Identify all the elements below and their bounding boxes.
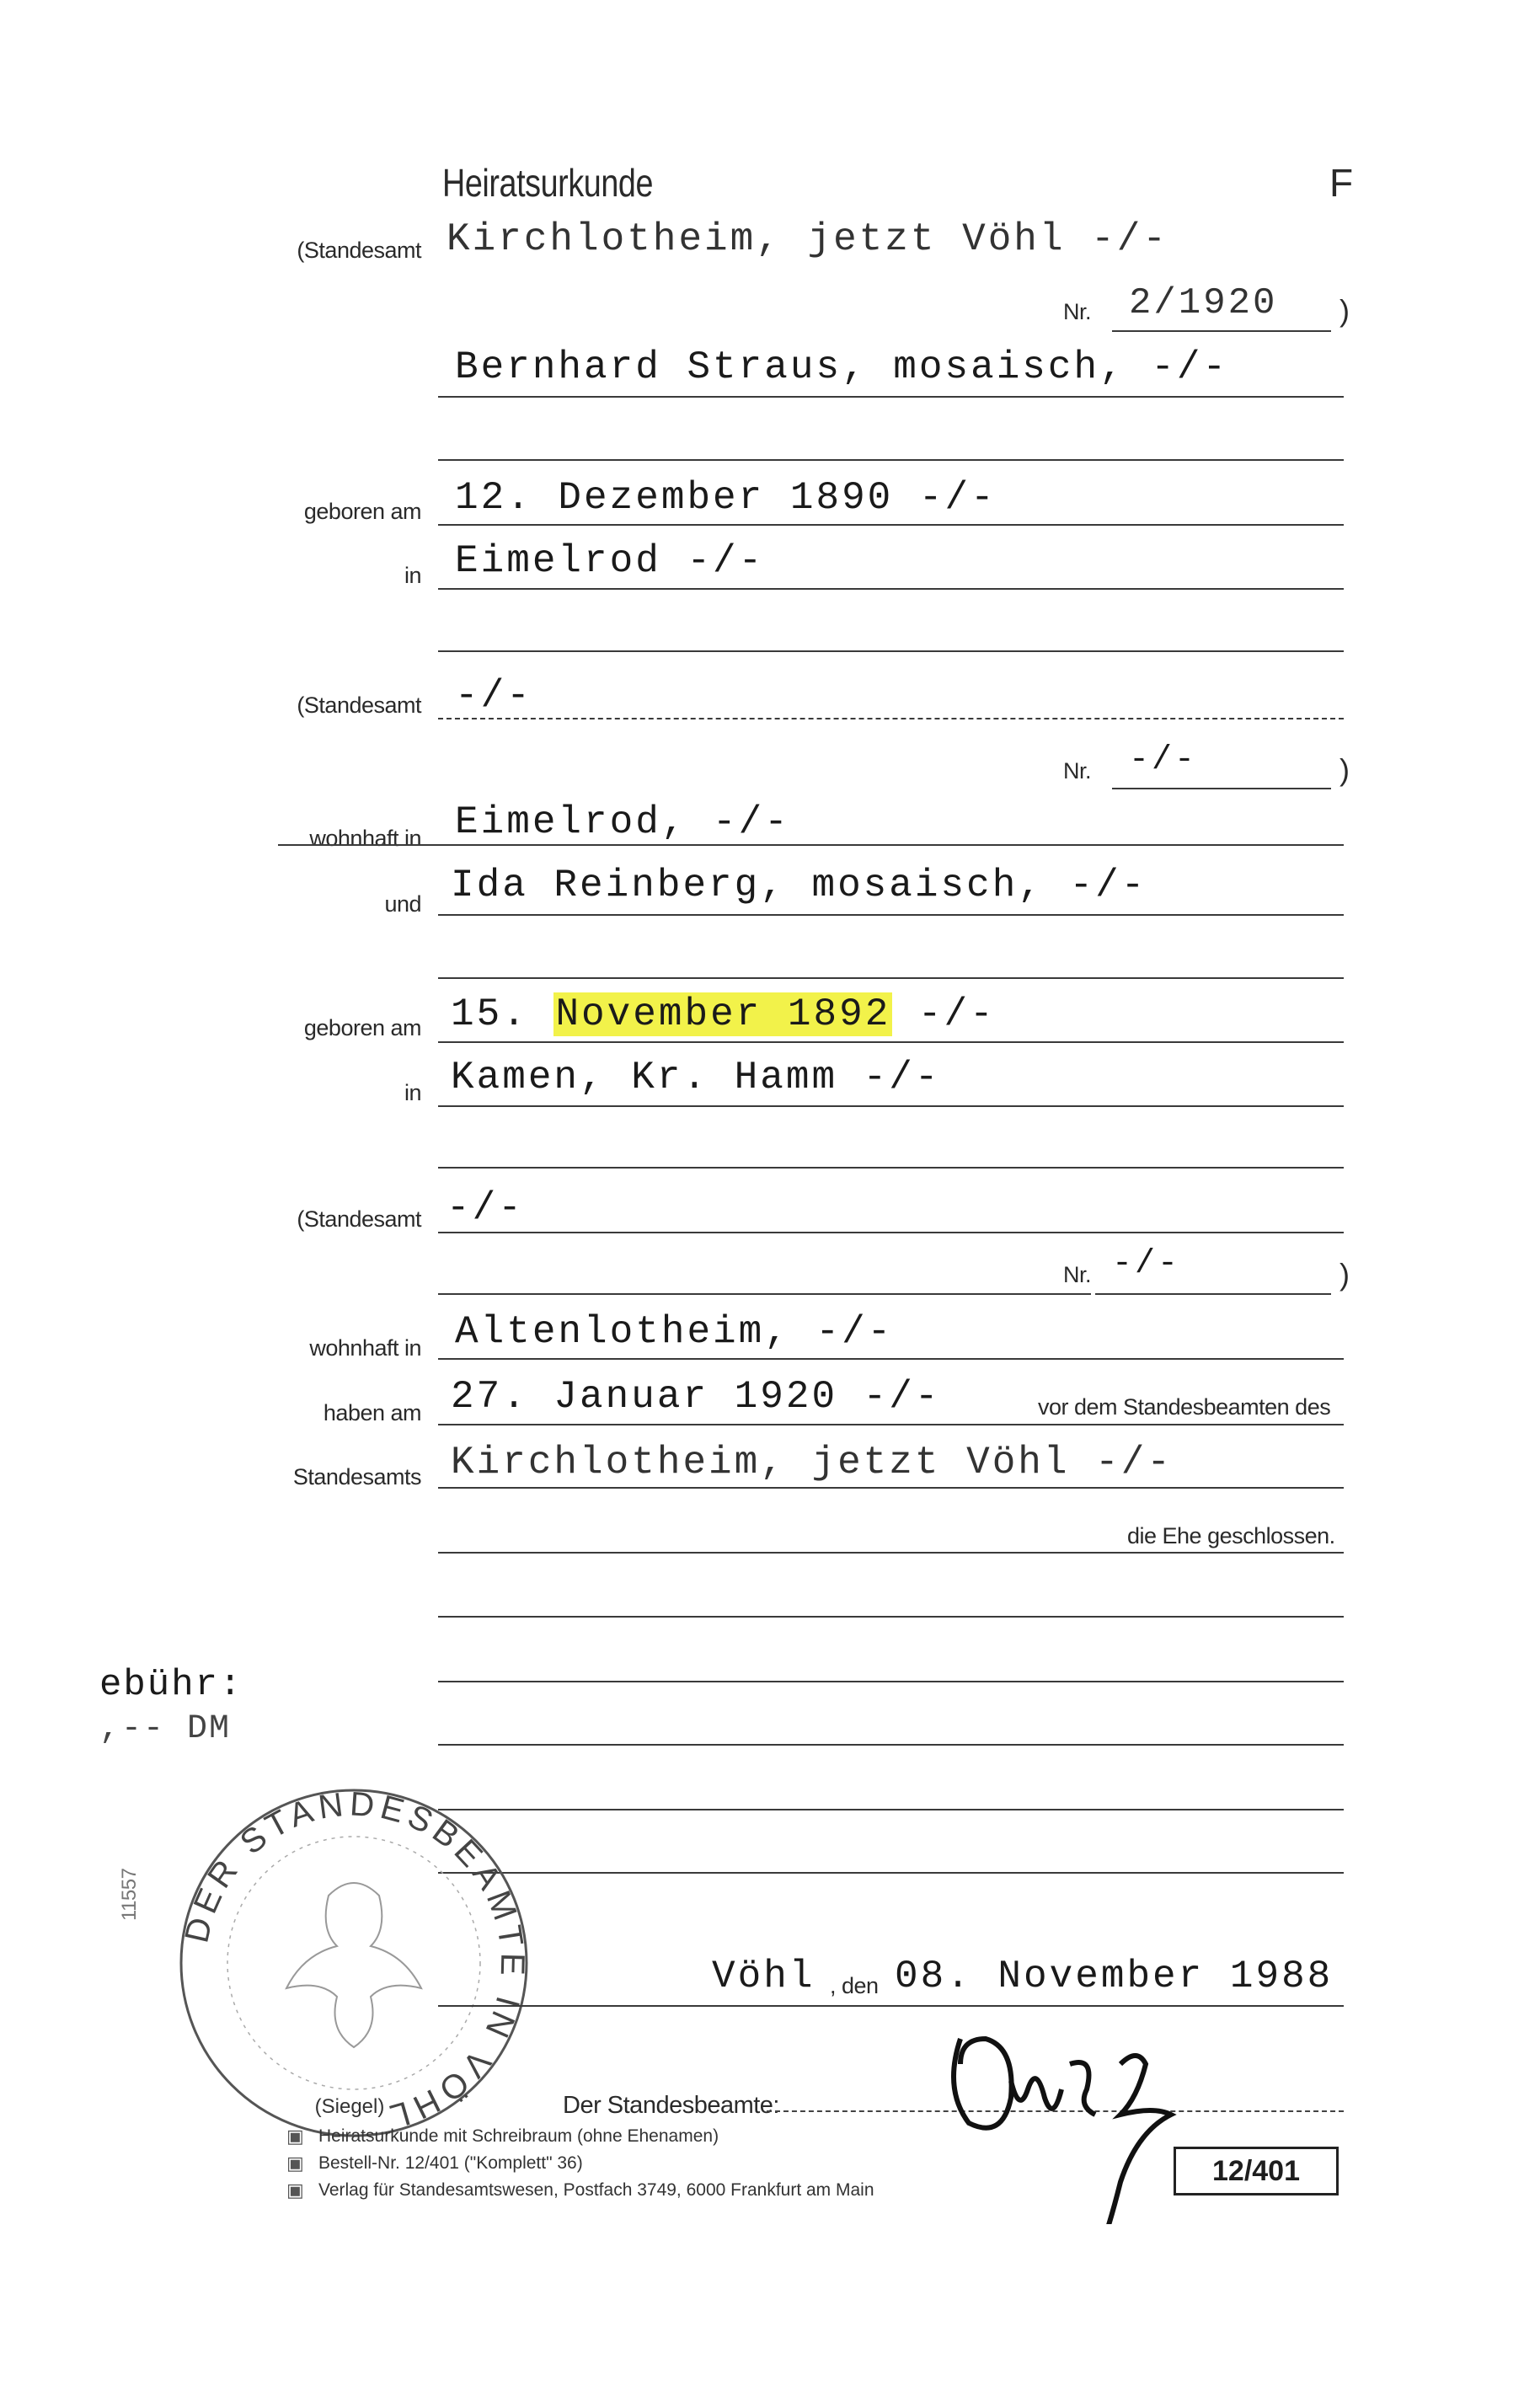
bride-number-label: Nr. xyxy=(1063,1262,1092,1287)
bride-born-date xyxy=(451,992,996,1036)
marriage-date: 27. Januar 1920 -/- xyxy=(451,1375,941,1419)
eagle-icon xyxy=(286,1883,421,2047)
office-value: Kirchlotheim, jetzt Vöhl -/- xyxy=(451,1441,1173,1484)
footer-line-2: Bestell-Nr. 12/401 ("Komplett" 36) xyxy=(318,2153,583,2173)
groom-born-place: Eimelrod -/- xyxy=(455,539,765,583)
bride-registry-value: -/- xyxy=(446,1186,524,1230)
registry-label: (Standesamt xyxy=(297,238,421,263)
issue-den-label: , den xyxy=(830,1973,879,1998)
marriage-date-label: haben am xyxy=(323,1400,421,1425)
number-value: 2/1920 xyxy=(1129,282,1278,324)
footer-marks: ▣ ▣ ▣ xyxy=(286,2126,304,2201)
before-label: vor dem Standesbeamten des xyxy=(1038,1394,1331,1420)
groom-number-value: -/- xyxy=(1129,741,1198,779)
groom-name: Bernhard Straus, mosaisch, -/- xyxy=(455,345,1229,389)
bride-residence-label: wohnhaft in xyxy=(309,1335,421,1361)
footer-line-1: Heiratsurkunde mit Schreibraum (ohne Ehenamen) xyxy=(318,2126,719,2146)
and-label: und xyxy=(384,891,421,917)
bride-born-label: geboren am xyxy=(303,1015,421,1040)
groom-residence: Eimelrod, -/- xyxy=(455,800,790,844)
closing-text: die Ehe geschlossen. xyxy=(1127,1523,1335,1548)
groom-residence-label: wohnhaft in xyxy=(309,826,421,851)
seal-label: (Siegel) xyxy=(314,2095,385,2118)
groom-number-label: Nr. xyxy=(1063,758,1092,784)
form-number-box xyxy=(1174,2147,1339,2195)
groom-number-close: ) xyxy=(1339,752,1350,787)
document-title: Heiratsurkunde xyxy=(442,161,654,205)
registry-value: Kirchlotheim, jetzt Vöhl -/- xyxy=(446,217,1168,261)
number-close: ) xyxy=(1339,293,1350,328)
office-label: Standesamts xyxy=(292,1464,421,1489)
groom-registry-label: (Standesamt xyxy=(297,693,421,718)
side-number: 11557 xyxy=(118,1868,141,1921)
bride-residence: Altenlotheim, -/- xyxy=(455,1310,894,1354)
bride-born-suffix: -/- xyxy=(917,992,996,1036)
bride-number-close: ) xyxy=(1339,1257,1350,1292)
form-number: 12/401 xyxy=(1212,2155,1300,2187)
bride-in-label: in xyxy=(404,1080,421,1105)
signature-label: Der Standesbeamte: xyxy=(563,2092,779,2119)
groom-born-date: 12. Dezember 1890 -/- xyxy=(455,476,997,520)
groom-born-label: geboren am xyxy=(303,499,421,524)
bride-born-day: 15. xyxy=(451,992,528,1036)
corner-letter: F xyxy=(1329,161,1353,205)
highlighted-date: November 1892 xyxy=(555,992,891,1036)
bride-number-value: -/- xyxy=(1112,1245,1181,1283)
groom-in-label: in xyxy=(404,563,421,588)
footer-line-3: Verlag für Standesamtswesen, Postfach 3749, 6000 Frankfurt am Main xyxy=(318,2180,874,2200)
fee-label: ebühr: xyxy=(99,1664,243,1706)
bride-name: Ida Reinberg, mosaisch, -/- xyxy=(451,864,1147,907)
issue-date: 08. November 1988 xyxy=(895,1955,1334,1998)
bride-registry-label: (Standesamt xyxy=(297,1206,421,1232)
bride-born-place: Kamen, Kr. Hamm -/- xyxy=(451,1056,941,1099)
official-seal xyxy=(168,1778,539,2148)
fee-value: ,-- DM xyxy=(99,1710,232,1748)
issue-place: Vöhl xyxy=(712,1955,815,1998)
groom-registry-value: -/- xyxy=(455,674,532,718)
number-label: Nr. xyxy=(1063,299,1092,324)
seal-text: DER STANDESBEAMTE IN VÖHL xyxy=(178,1785,532,2137)
